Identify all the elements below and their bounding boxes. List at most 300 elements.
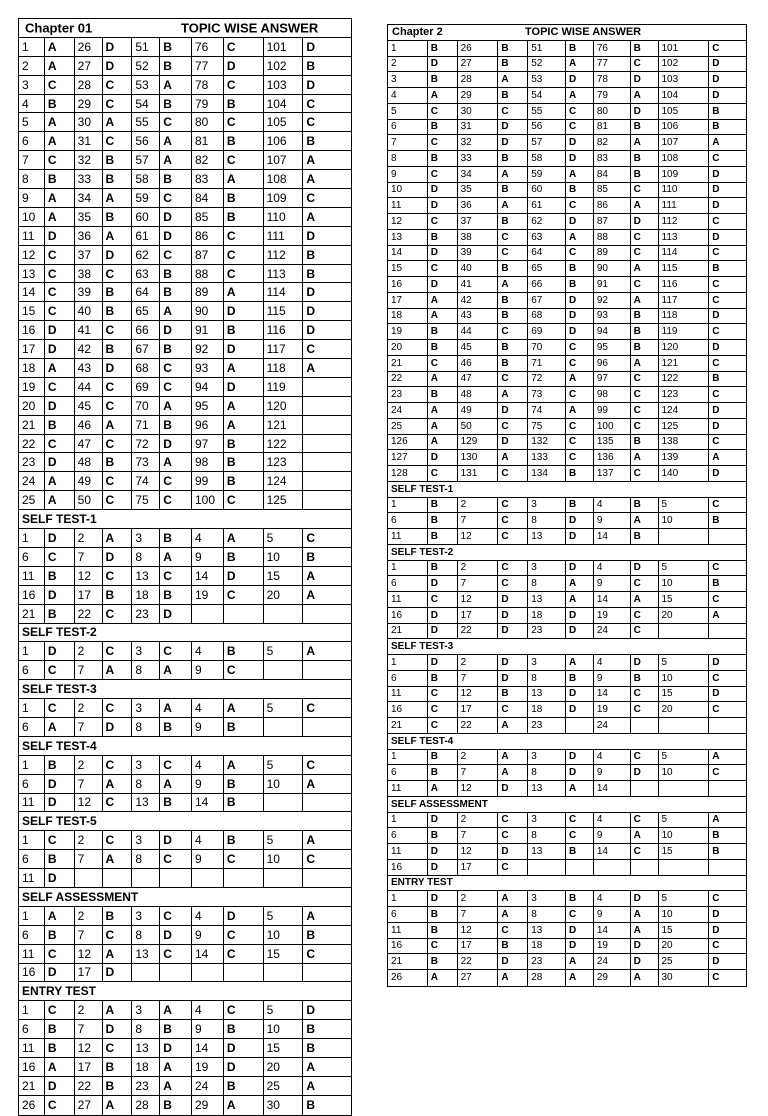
answer-letter: [303, 794, 351, 812]
question-number: 103: [659, 72, 710, 87]
answer-letter: B: [160, 794, 192, 812]
answer-letter: A: [306, 153, 315, 168]
chapter-title: Chapter 01: [25, 20, 93, 36]
question-number: 1: [19, 529, 45, 547]
table-row: [19, 775, 351, 794]
table-row: [388, 214, 746, 230]
answer-letter: C: [498, 860, 528, 875]
question-number: 82: [192, 151, 224, 169]
question-number: 71: [132, 416, 160, 434]
question-number: 18: [528, 608, 566, 623]
question-number: 9: [594, 765, 631, 780]
table-row: [19, 850, 351, 869]
question-number: 7: [458, 513, 499, 528]
question-number: 64: [132, 283, 160, 301]
answer-letter: A: [566, 592, 594, 607]
answer-letter: D: [631, 104, 659, 119]
question-number: 22: [458, 718, 499, 733]
answer-letter: D: [428, 655, 458, 670]
answer-letter: D: [428, 860, 458, 875]
question-number: 95: [594, 340, 631, 355]
answer-letter: [303, 869, 351, 887]
table-row: [19, 1020, 351, 1039]
question-number: 99: [192, 472, 224, 490]
answer-letter: B: [631, 167, 659, 182]
question-number: 75: [132, 491, 160, 509]
answer-letter: D: [103, 548, 133, 566]
topic-wise-title: TOPIC WISE ANSWER: [525, 26, 642, 39]
question-number: 125: [264, 491, 304, 509]
answer-letter: A: [498, 72, 528, 87]
question-number: 9: [594, 671, 631, 686]
answer-letter: C: [712, 247, 720, 259]
question-number: 11: [388, 781, 428, 796]
table-row: [19, 340, 351, 359]
answer-letter: D: [103, 718, 133, 736]
answer-letter: B: [428, 561, 458, 576]
question-number: 29: [192, 1096, 224, 1115]
answer-letter: A: [566, 576, 594, 591]
table-row: [388, 135, 746, 151]
table-row: [19, 548, 351, 567]
question-number: 8: [528, 828, 566, 843]
answer-letter: B: [712, 515, 720, 527]
question-number: 2: [458, 498, 499, 513]
question-number: 108: [659, 151, 710, 166]
question-number: 28: [75, 76, 103, 94]
question-number: 50: [75, 491, 103, 509]
question-number: 28: [132, 1096, 160, 1115]
question-number: 17: [458, 939, 499, 954]
question-number: 54: [132, 95, 160, 113]
answer-letter: B: [631, 529, 659, 544]
question-number: 137: [594, 466, 631, 481]
question-number: 10: [659, 765, 710, 780]
answer-letter: A: [103, 1096, 133, 1115]
answer-letter: C: [160, 359, 192, 377]
question-number: 40: [75, 302, 103, 320]
question-number: 7: [458, 828, 499, 843]
answer-letter: B: [428, 671, 458, 686]
answer-letter: D: [45, 586, 75, 604]
question-number: 5: [264, 831, 304, 849]
answer-letter: B: [566, 671, 594, 686]
answer-letter: C: [428, 466, 458, 481]
answer-letter: B: [631, 498, 659, 513]
answer-letter: C: [428, 687, 458, 702]
answer-letter: A: [428, 88, 458, 103]
question-number: 8: [19, 170, 45, 188]
question-number: 77: [594, 57, 631, 72]
answer-letter: D: [566, 923, 594, 938]
question-number: 15: [659, 592, 710, 607]
answer-letter: A: [566, 781, 594, 796]
question-number: 57: [132, 151, 160, 169]
question-number: 84: [192, 189, 224, 207]
question-number: 3: [132, 907, 160, 925]
question-number: 18: [19, 359, 45, 377]
table-row: [388, 844, 746, 860]
answer-letter: D: [498, 608, 528, 623]
answer-letter: A: [498, 765, 528, 780]
question-number: 16: [19, 321, 45, 339]
question-number: 41: [458, 277, 499, 292]
question-number: 27: [75, 1096, 103, 1115]
table-row: [388, 561, 746, 577]
question-number: 5: [264, 699, 304, 717]
section-title: ENTRY TEST: [19, 982, 351, 1001]
answer-letter: A: [631, 293, 659, 308]
question-number: 8: [528, 576, 566, 591]
question-number: 6: [19, 718, 45, 736]
question-number: 39: [75, 283, 103, 301]
answer-letter: A: [224, 529, 264, 547]
answer-letter: D: [566, 561, 594, 576]
question-number: [264, 964, 304, 982]
question-number: 107: [659, 135, 710, 150]
question-number: 48: [458, 387, 499, 402]
question-number: 68: [132, 359, 160, 377]
answer-letter: C: [224, 586, 264, 604]
answer-letter: C: [631, 277, 659, 292]
question-number: 13: [132, 794, 160, 812]
question-number: 97: [192, 435, 224, 453]
question-number: 27: [458, 57, 499, 72]
question-number: 112: [264, 246, 304, 264]
question-number: 8: [132, 718, 160, 736]
answer-letter: B: [224, 472, 264, 490]
question-number: 19: [192, 586, 224, 604]
question-number: 6: [388, 120, 428, 135]
table-row: [388, 576, 746, 592]
answer-letter: A: [498, 970, 528, 986]
question-number: 140: [659, 466, 710, 481]
table-row: [19, 567, 351, 586]
answer-letter: C: [498, 324, 528, 339]
table-row: [388, 765, 746, 781]
answer-letter: D: [306, 1003, 315, 1018]
answer-letter: C: [631, 466, 659, 481]
table-row: [388, 293, 746, 309]
answer-letter: A: [160, 1001, 192, 1019]
question-number: 1: [19, 642, 45, 660]
question-number: 4: [192, 699, 224, 717]
question-number: 12: [458, 592, 499, 607]
question-number: 53: [528, 72, 566, 87]
question-number: 118: [264, 359, 304, 377]
answer-letter: C: [498, 419, 528, 434]
question-number: 5: [659, 561, 710, 576]
question-number: 72: [132, 435, 160, 453]
question-number: 17: [75, 1058, 103, 1076]
question-number: 2: [19, 57, 45, 75]
table-row: [388, 198, 746, 214]
question-number: [264, 661, 304, 679]
question-number: 2: [458, 813, 499, 828]
answer-letter: C: [498, 466, 528, 481]
question-number: 24: [388, 403, 428, 418]
question-number: 10: [264, 1020, 304, 1038]
question-number: 36: [458, 198, 499, 213]
answer-letter: D: [566, 529, 594, 544]
question-number: 123: [659, 387, 710, 402]
question-number: 21: [388, 954, 428, 969]
answer-letter: B: [160, 586, 192, 604]
answer-letter: D: [224, 907, 264, 925]
answer-letter: A: [103, 529, 133, 547]
answer-letter: A: [103, 227, 133, 245]
answer-letter: B: [631, 41, 659, 56]
question-number: 16: [19, 964, 45, 982]
answer-letter: A: [160, 699, 192, 717]
answer-letter: D: [566, 702, 594, 717]
table-row: [19, 208, 351, 227]
question-number: 12: [458, 923, 499, 938]
question-number: 13: [528, 923, 566, 938]
question-number: 108: [264, 170, 304, 188]
answer-letter: C: [160, 189, 192, 207]
question-number: 82: [594, 135, 631, 150]
question-number: 127: [388, 450, 428, 465]
question-number: 9: [192, 926, 224, 944]
question-number: 14: [594, 923, 631, 938]
question-number: 5: [659, 813, 710, 828]
answer-letter: [303, 491, 351, 509]
table-row: [19, 397, 351, 416]
answer-letter: A: [45, 38, 75, 56]
question-number: 9: [192, 775, 224, 793]
table-row: [19, 472, 351, 491]
question-number: 2: [75, 642, 103, 660]
table-row: [19, 113, 351, 132]
answer-letter: C: [712, 215, 720, 227]
question-number: 66: [132, 321, 160, 339]
question-number: 4: [192, 907, 224, 925]
question-number: 59: [528, 167, 566, 182]
question-number: 79: [192, 95, 224, 113]
question-number: 6: [388, 765, 428, 780]
question-number: 14: [192, 794, 224, 812]
answer-letter: A: [428, 970, 458, 986]
question-number: 32: [75, 151, 103, 169]
answer-letter: A: [631, 88, 659, 103]
answer-letter: A: [224, 416, 264, 434]
answer-letter: D: [45, 340, 75, 358]
answer-letter: D: [498, 781, 528, 796]
answer-letter: D: [566, 72, 594, 87]
answer-letter: B: [631, 309, 659, 324]
question-number: 135: [594, 435, 631, 450]
section-title: SELF TEST-5: [19, 812, 351, 831]
answer-letter: C: [160, 642, 192, 660]
answer-letter: C: [712, 357, 720, 369]
table-row: [388, 923, 746, 939]
question-number: 90: [192, 302, 224, 320]
question-number: 3: [528, 750, 566, 765]
answer-letter: A: [631, 450, 659, 465]
answer-letter: C: [631, 844, 659, 859]
answer-letter: C: [160, 756, 192, 774]
question-number: 17: [458, 702, 499, 717]
question-number: 115: [264, 302, 304, 320]
question-number: 93: [192, 359, 224, 377]
answer-letter: D: [428, 608, 458, 623]
question-number: 13: [528, 781, 566, 796]
table-row: [388, 687, 746, 703]
question-number: 12: [458, 529, 499, 544]
answer-letter: D: [306, 304, 315, 319]
answer-letter: C: [712, 940, 720, 952]
question-number: 7: [458, 765, 499, 780]
question-number: 35: [458, 183, 499, 198]
table-row: [19, 132, 351, 151]
answer-letter: A: [498, 277, 528, 292]
question-number: 13: [528, 844, 566, 859]
question-number: 22: [458, 954, 499, 969]
chapter-title: Chapter 2: [392, 26, 443, 39]
question-number: 23: [132, 1077, 160, 1095]
question-number: 38: [75, 265, 103, 283]
question-number: 4: [192, 642, 224, 660]
answer-letter: A: [45, 113, 75, 131]
question-number: 80: [192, 113, 224, 131]
table-row: [388, 655, 746, 671]
question-number: 38: [458, 230, 499, 245]
question-number: 73: [132, 453, 160, 471]
question-number: 7: [75, 718, 103, 736]
answer-letter: D: [712, 184, 720, 196]
answer-letter: C: [712, 972, 720, 984]
question-number: 28: [458, 72, 499, 87]
question-number: 36: [75, 227, 103, 245]
answer-letter: B: [224, 435, 264, 453]
question-number: 73: [528, 387, 566, 402]
answer-letter: C: [45, 548, 75, 566]
question-number: 55: [528, 104, 566, 119]
answer-letter: B: [160, 416, 192, 434]
question-number: 59: [132, 189, 160, 207]
table-row: [19, 661, 351, 680]
question-number: 10: [264, 775, 304, 793]
question-number: 1: [388, 813, 428, 828]
answer-letter: D: [498, 655, 528, 670]
question-number: [132, 964, 160, 982]
table-row: [19, 1077, 351, 1096]
answer-letter: B: [631, 435, 659, 450]
question-number: 17: [458, 608, 499, 623]
table-row: [19, 699, 351, 718]
answer-letter: D: [45, 397, 75, 415]
question-number: 2: [458, 655, 499, 670]
question-number: 11: [19, 227, 45, 245]
question-number: 75: [528, 419, 566, 434]
table-row: [19, 605, 351, 624]
question-number: 17: [388, 293, 428, 308]
answer-letter: B: [224, 1077, 264, 1095]
question-number: 14: [192, 1039, 224, 1057]
question-number: 24: [594, 624, 631, 639]
answer-letter: [303, 661, 351, 679]
question-number: 4: [388, 88, 428, 103]
answer-letter: A: [566, 88, 594, 103]
table-row: [388, 356, 746, 372]
question-number: [192, 869, 224, 887]
question-number: 19: [594, 702, 631, 717]
answer-letter: A: [566, 970, 594, 986]
answer-letter: [224, 605, 264, 623]
question-number: 32: [458, 135, 499, 150]
answer-letter: B: [45, 170, 75, 188]
answer-letter: B: [160, 170, 192, 188]
question-number: 133: [528, 450, 566, 465]
question-number: 4: [594, 750, 631, 765]
question-number: 8: [528, 513, 566, 528]
table-row: [19, 321, 351, 340]
answer-letter: B: [160, 95, 192, 113]
question-number: 27: [75, 57, 103, 75]
answer-letter: [631, 718, 659, 733]
question-number: 97: [594, 372, 631, 387]
table-row: [388, 907, 746, 923]
question-number: [264, 605, 304, 623]
answer-letter: A: [428, 781, 458, 796]
question-number: 37: [458, 214, 499, 229]
table-row: [388, 88, 746, 104]
answer-letter: C: [224, 38, 264, 56]
answer-letter: B: [712, 121, 720, 133]
question-number: 55: [132, 113, 160, 131]
answer-letter: C: [45, 283, 75, 301]
question-number: 3: [528, 498, 566, 513]
answer-letter: A: [498, 907, 528, 922]
question-number: 25: [19, 491, 45, 509]
answer-letter: B: [224, 642, 264, 660]
answer-letter: C: [631, 403, 659, 418]
question-number: 14: [594, 687, 631, 702]
answer-letter: C: [160, 850, 192, 868]
question-number: 114: [264, 283, 304, 301]
question-number: 21: [388, 624, 428, 639]
table-row: [388, 450, 746, 466]
question-number: 30: [75, 113, 103, 131]
answer-letter: B: [160, 38, 192, 56]
table-row: [388, 104, 746, 120]
answer-letter: C: [712, 389, 720, 401]
question-number: 11: [19, 945, 45, 963]
table-row: [19, 378, 351, 397]
answer-letter: A: [566, 655, 594, 670]
table-row: [388, 340, 746, 356]
question-number: 9: [192, 661, 224, 679]
question-number: 110: [264, 208, 304, 226]
question-number: 63: [528, 230, 566, 245]
question-number: 72: [528, 372, 566, 387]
question-number: [659, 718, 710, 733]
question-number: 111: [264, 227, 304, 245]
answer-letter: A: [631, 970, 659, 986]
question-number: 46: [458, 356, 499, 371]
table-row: [388, 702, 746, 718]
question-number: 4: [192, 756, 224, 774]
answer-letter: A: [103, 775, 133, 793]
question-number: 40: [458, 261, 499, 276]
answer-letter: C: [45, 435, 75, 453]
table-row: [19, 1001, 351, 1020]
question-number: 31: [458, 120, 499, 135]
question-number: 8: [132, 775, 160, 793]
answer-letter: B: [224, 794, 264, 812]
question-number: 96: [594, 356, 631, 371]
